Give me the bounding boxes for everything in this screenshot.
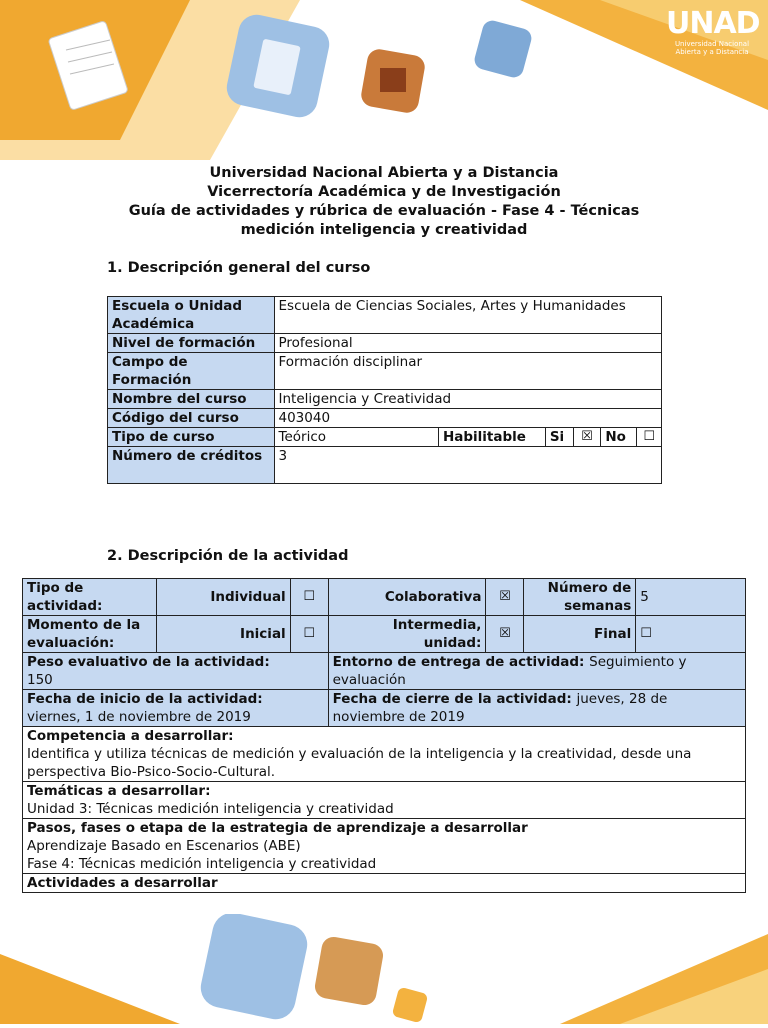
cierre-cell: [328, 690, 745, 727]
peso-value: 150: [27, 672, 53, 688]
codigo-value: 403040: [274, 409, 662, 428]
pasos-value-2: Fase 4: Técnicas medición inteligencia y creatividad: [27, 856, 377, 872]
table-row: [108, 447, 662, 484]
title-line-4: medición inteligencia y creatividad: [240, 222, 528, 238]
escuela-value: Escuela de Ciencias Sociales, Artes y Humanidades: [274, 297, 662, 334]
table-row: [108, 390, 662, 409]
pasos-label: Pasos, fases o etapa de la estrategia de aprendizaje a desarrollar: [27, 820, 528, 836]
cierre-label: Fecha de cierre de la actividad:: [332, 691, 572, 707]
campo-label: Campo de Formación: [108, 353, 275, 390]
entorno-cell: [328, 653, 745, 690]
actividades-label: Actividades a desarrollar: [23, 874, 746, 893]
logo-name: UNAD: [666, 6, 760, 41]
table-row: [108, 409, 662, 428]
pasos-cell: [23, 819, 746, 874]
competencia-label: Competencia a desarrollar:: [27, 728, 234, 744]
peso-cell: [23, 653, 329, 690]
final-checkbox[interactable]: ☐: [636, 616, 746, 653]
table-row: [23, 782, 746, 819]
colaborativa-label: Colaborativa: [328, 579, 486, 616]
section-2-heading: 2. Descripción de la actividad: [107, 548, 349, 564]
campo-value: Formación disciplinar: [274, 353, 662, 390]
escuela-label: Escuela o Unidad Académica: [108, 297, 275, 334]
semanas-value: 5: [636, 579, 746, 616]
pasos-value-1: Aprendizaje Basado en Escenarios (ABE): [27, 838, 301, 854]
section-1-heading: 1. Descripción general del curso: [107, 260, 371, 276]
table-row: [108, 334, 662, 353]
logo-subtitle-line1: Universidad Nacional: [674, 40, 750, 48]
competencia-cell: [23, 727, 746, 782]
document-title: [0, 164, 768, 240]
nivel-label: Nivel de formación: [108, 334, 275, 353]
intermedia-label: Intermedia, unidad:: [328, 616, 486, 653]
individual-checkbox[interactable]: ☐: [290, 579, 328, 616]
inicio-label: Fecha de inicio de la actividad:: [27, 691, 263, 707]
table-row: [108, 297, 662, 334]
title-line-1: Universidad Nacional Abierta y a Distancia: [209, 165, 559, 181]
tematicas-label: Temáticas a desarrollar:: [27, 783, 211, 799]
intermedia-checkbox[interactable]: ☒: [486, 616, 524, 653]
si-checkbox[interactable]: ☒: [573, 428, 601, 447]
logo-subtitle-line2: Abierta y a Distancia: [675, 48, 749, 56]
nivel-value: Profesional: [274, 334, 662, 353]
table-row: [23, 690, 746, 727]
competencia-value: Identifica y utiliza técnicas de medición y evaluación de la inteligencia y la creatividad, desde una perspectiva Bio-Psico-Socio-Cultural.: [27, 746, 692, 780]
cierre-value: jueves, 28 de noviembre de 2019: [332, 691, 668, 725]
tipo-curso-label: Tipo de curso: [108, 428, 275, 447]
momento-label: Momento de la evaluación:: [23, 616, 157, 653]
table-row: [23, 727, 746, 782]
creditos-label: Número de créditos: [108, 447, 275, 484]
footer-decoration: [0, 914, 768, 1024]
nombre-value: Inteligencia y Creatividad: [274, 390, 662, 409]
inicio-cell: [23, 690, 329, 727]
table-row: [23, 616, 746, 653]
header-decoration: [0, 0, 768, 160]
tematicas-value: Unidad 3: Técnicas medición inteligencia y creatividad: [27, 801, 394, 817]
creditos-value: 3: [274, 447, 662, 484]
no-checkbox[interactable]: ☐: [637, 428, 662, 447]
title-line-3: Guía de actividades y rúbrica de evaluación - Fase 4 - Técnicas: [128, 203, 640, 219]
no-label: No: [601, 428, 637, 447]
table-row: [108, 428, 662, 447]
tipo-curso-value: Teórico: [274, 428, 438, 447]
inicio-value: viernes, 1 de noviembre de 2019: [27, 709, 251, 725]
final-label: Final: [524, 616, 636, 653]
nombre-label: Nombre del curso: [108, 390, 275, 409]
individual-label: Individual: [156, 579, 290, 616]
table-row: [108, 353, 662, 390]
habilitable-label: Habilitable: [438, 428, 545, 447]
peso-label: Peso evaluativo de la actividad:: [27, 654, 270, 670]
unad-logo: [666, 8, 758, 56]
codigo-label: Código del curso: [108, 409, 275, 428]
si-label: Si: [545, 428, 573, 447]
colaborativa-checkbox[interactable]: ☒: [486, 579, 524, 616]
table-row: [23, 653, 746, 690]
table-row: [23, 579, 746, 616]
inicial-label: Inicial: [156, 616, 290, 653]
entorno-label: Entorno de entrega de actividad:: [332, 654, 585, 670]
inicial-checkbox[interactable]: ☐: [290, 616, 328, 653]
book-icon: [359, 47, 426, 114]
activity-table: [22, 578, 746, 893]
semanas-label: Número de semanas: [524, 579, 636, 616]
table-row: [23, 819, 746, 874]
title-line-2: Vicerrectoría Académica y de Investigación: [207, 184, 561, 200]
clipboard-icon: [223, 11, 332, 120]
course-info-table: [107, 296, 662, 484]
table-row: [23, 874, 746, 893]
entorno-value: Seguimiento y evaluación: [332, 654, 687, 688]
tipo-actividad-label: Tipo de actividad:: [23, 579, 157, 616]
tematicas-cell: [23, 782, 746, 819]
